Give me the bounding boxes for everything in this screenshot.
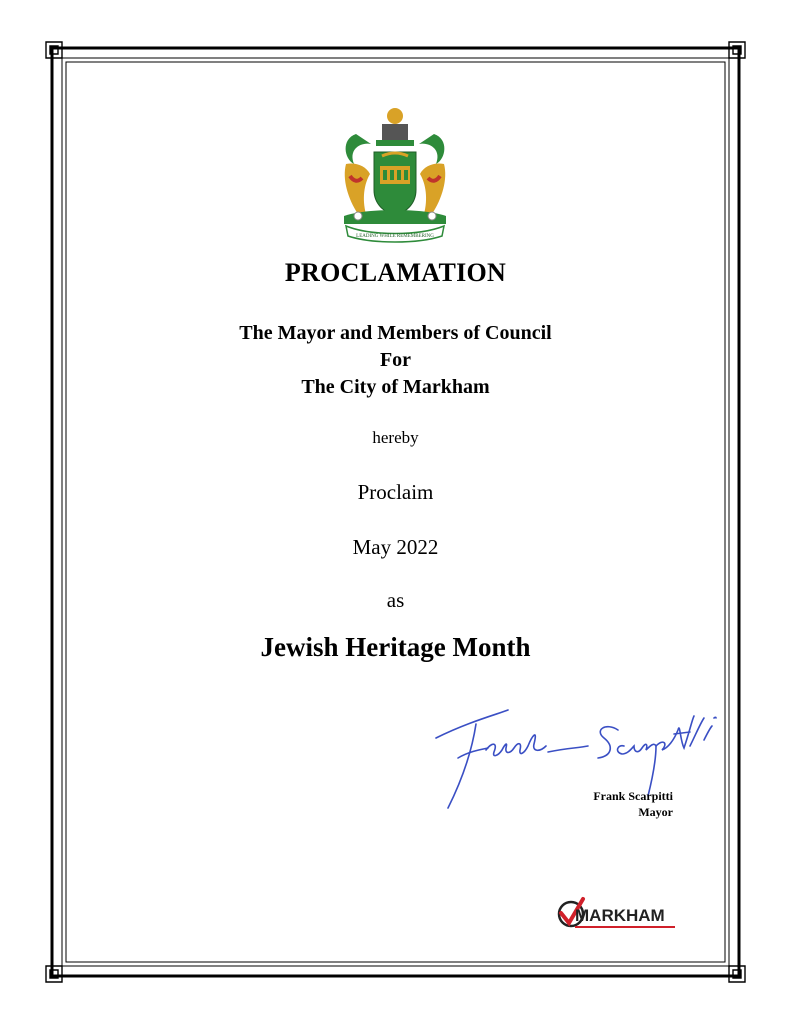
as-text: as	[386, 588, 405, 612]
honoree-title: Jewish Heritage Month	[260, 632, 531, 662]
council-line: The Mayor and Members of Council	[239, 322, 552, 344]
coat-of-arms-emblem	[336, 104, 454, 246]
mayor-signature	[428, 700, 728, 815]
proclamation-title: PROCLAMATION	[284, 258, 507, 287]
crest-motto: LEADING WHILE REMEMBERING	[356, 234, 434, 239]
mayor-name: Frank Scarpitti	[593, 789, 673, 803]
mayor-role: Mayor	[638, 805, 673, 819]
signature-block	[593, 788, 673, 820]
council-line: For	[379, 349, 412, 371]
hereby-text: hereby	[372, 428, 419, 447]
logo-wordmark: MARKHAM	[575, 906, 665, 925]
proclamation-date: May 2022	[352, 535, 439, 559]
proclaim-text: Proclaim	[357, 480, 434, 504]
council-line: The City of Markham	[301, 376, 490, 398]
council-block	[0, 320, 791, 401]
markham-logo	[557, 895, 677, 933]
